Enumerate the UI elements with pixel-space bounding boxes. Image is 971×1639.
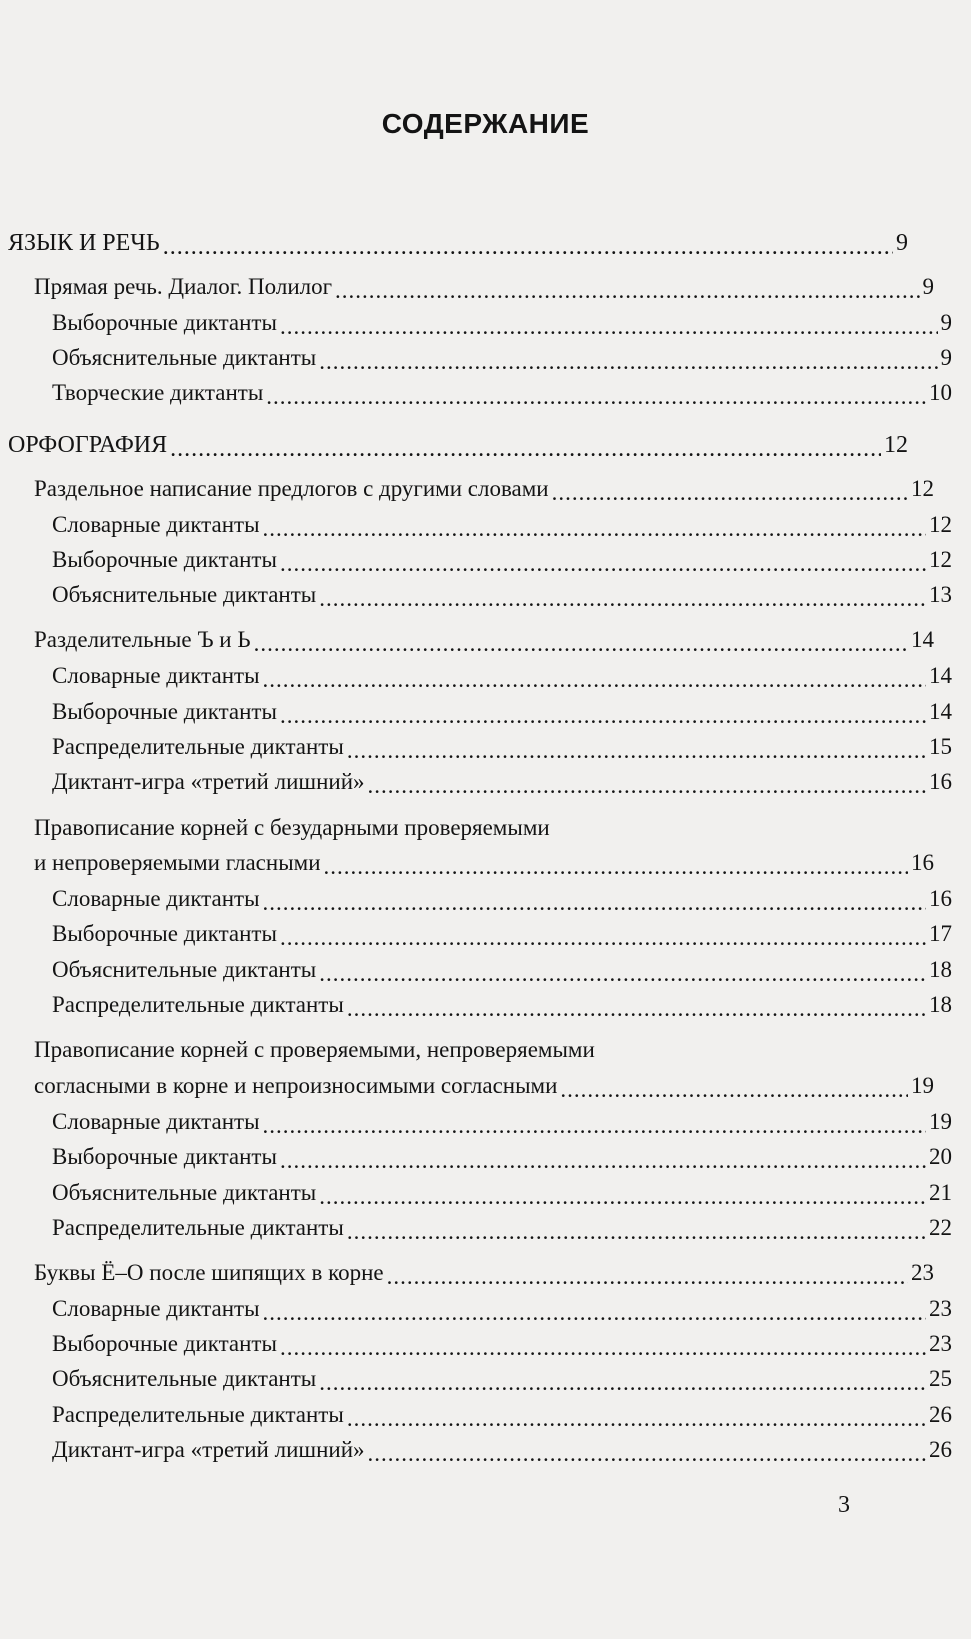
toc-subtopic xyxy=(0,1294,952,1324)
dot-leader xyxy=(280,549,926,572)
dot-leader xyxy=(347,1217,926,1240)
dot-leader xyxy=(263,514,926,537)
toc-topic xyxy=(0,1258,934,1288)
toc-entry-page: 12 xyxy=(929,547,952,572)
dot-leader xyxy=(319,347,937,370)
dot-leader xyxy=(280,701,926,724)
toc-entry-page: 26 xyxy=(929,1402,952,1427)
toc-entry-label: Прямая речь. Диалог. Полилог xyxy=(34,274,333,299)
toc-entry-label: Распределительные диктанты xyxy=(52,992,344,1017)
dot-leader xyxy=(263,1111,926,1134)
toc-entry-label: Словарные диктанты xyxy=(52,1109,260,1134)
toc-subtopic xyxy=(0,1435,952,1465)
toc-entry-page: 14 xyxy=(929,699,952,724)
dot-leader xyxy=(170,434,881,458)
page-title: СОДЕРЖАНИЕ xyxy=(381,108,590,139)
toc-subtopic xyxy=(0,884,952,914)
toc-entry-page: 16 xyxy=(929,886,952,911)
toc-subtopic xyxy=(0,919,952,949)
toc-entry-page: 12 xyxy=(929,512,952,537)
toc-entry-label: Объяснительные диктанты xyxy=(52,957,317,982)
dot-leader xyxy=(347,994,926,1017)
dot-leader xyxy=(263,888,926,911)
toc-entry-page: 17 xyxy=(929,921,952,946)
toc-entry-page: 18 xyxy=(929,957,952,982)
dot-leader xyxy=(263,665,926,688)
dot-leader xyxy=(347,1404,926,1427)
toc-subtopic xyxy=(0,1213,952,1243)
dot-leader xyxy=(280,1333,926,1356)
dot-leader xyxy=(347,736,926,759)
toc-entry-label-line1: Правописание корней с проверяемыми, непроверяемыми xyxy=(34,1037,595,1062)
toc-subtopic xyxy=(0,378,952,408)
dot-leader xyxy=(387,1262,908,1285)
toc-entry-page: 23 xyxy=(929,1296,952,1321)
toc-subtopic xyxy=(0,990,952,1020)
toc-entry-page: 15 xyxy=(929,734,952,759)
toc-subtopic xyxy=(0,697,952,727)
toc-subtopic xyxy=(0,343,952,373)
dot-leader xyxy=(319,1182,926,1205)
dot-leader xyxy=(163,232,893,256)
toc-subtopic xyxy=(0,732,952,762)
toc-entry-label-line1: Правописание корней с безударными проверяемыми xyxy=(34,815,550,840)
toc-entry-label: Выборочные диктанты xyxy=(52,547,277,572)
toc-entry-label: Распределительные диктанты xyxy=(52,1215,344,1240)
toc-entry-label: Словарные диктанты xyxy=(52,1296,260,1321)
toc-entry-page: 12 xyxy=(911,476,934,501)
toc-entry-label: Выборочные диктанты xyxy=(52,699,277,724)
dot-leader xyxy=(254,629,908,652)
toc-entry-label: Диктант-игра «третий лишний» xyxy=(52,769,365,794)
dot-leader xyxy=(324,852,908,875)
toc-entry-page: 19 xyxy=(911,1073,934,1098)
toc-entry-page: 14 xyxy=(929,663,952,688)
toc-entry-page: 16 xyxy=(911,850,934,875)
toc-topic xyxy=(0,625,934,655)
toc-subtopic xyxy=(0,661,952,691)
toc-entry-label: Буквы Ё–О после шипящих в корне xyxy=(34,1260,384,1285)
page-number: 3 xyxy=(838,1492,850,1518)
toc-entry-label: Творческие диктанты xyxy=(52,380,264,405)
toc-entry-page: 18 xyxy=(929,992,952,1017)
toc-subtopic xyxy=(0,767,952,797)
toc-entry-label: Выборочные диктанты xyxy=(52,1331,277,1356)
toc-entry-page: 9 xyxy=(940,345,952,370)
toc-entry-label: Объяснительные диктанты xyxy=(52,345,317,370)
dot-leader xyxy=(263,1298,926,1321)
toc-entry-page: 16 xyxy=(929,769,952,794)
toc-entry-label: ЯЗЫК И РЕЧЬ xyxy=(8,230,160,256)
toc-subtopic xyxy=(0,510,952,540)
dot-leader xyxy=(280,1146,926,1169)
toc-entry-label: Разделительные Ъ и Ь xyxy=(34,627,251,652)
toc-entry-label: Раздельное написание предлогов с другими словами xyxy=(34,476,549,501)
dot-leader xyxy=(552,478,908,501)
toc-entry-page: 21 xyxy=(929,1180,952,1205)
toc-entry-label: Распределительные диктанты xyxy=(52,1402,344,1427)
toc-entry-label: согласными в корне и непроизносимыми согласными xyxy=(34,1073,558,1098)
toc-entry-page: 23 xyxy=(911,1260,934,1285)
dot-leader xyxy=(319,959,926,982)
toc-entry-label: Словарные диктанты xyxy=(52,512,260,537)
toc-entry-label: Объяснительные диктанты xyxy=(52,582,317,607)
dot-leader xyxy=(368,771,926,794)
toc-entry-page: 20 xyxy=(929,1144,952,1169)
toc-entry-label: Словарные диктанты xyxy=(52,663,260,688)
dot-leader xyxy=(280,312,938,335)
toc-subtopic xyxy=(0,1364,952,1394)
toc-entry-page: 26 xyxy=(929,1437,952,1462)
dot-leader xyxy=(266,382,926,405)
toc-entry-page: 13 xyxy=(929,582,952,607)
toc-entry-label: Распределительные диктанты xyxy=(52,734,344,759)
dot-leader xyxy=(335,276,919,299)
toc-entry-page: 19 xyxy=(929,1109,952,1134)
toc-entry-page: 9 xyxy=(896,230,908,256)
toc-entry-page: 9 xyxy=(922,274,934,299)
toc-subtopic xyxy=(0,308,952,338)
toc-entry-label: Объяснительные диктанты xyxy=(52,1366,317,1391)
toc-subtopic xyxy=(0,1142,952,1172)
toc-section xyxy=(0,228,908,258)
toc-entry-page: 23 xyxy=(929,1331,952,1356)
toc-entry-page: 10 xyxy=(929,380,952,405)
dot-leader xyxy=(319,1368,926,1391)
toc-entry-label: и непроверяемыми гласными xyxy=(34,850,321,875)
toc-subtopic xyxy=(0,1107,952,1137)
toc-section xyxy=(0,430,908,460)
dot-leader xyxy=(319,584,926,607)
toc-entry-label: Объяснительные диктанты xyxy=(52,1180,317,1205)
toc-entry-label: ОРФОГРАФИЯ xyxy=(8,432,168,458)
toc-topic xyxy=(0,272,934,302)
toc-subtopic xyxy=(0,1400,952,1430)
toc-subtopic xyxy=(0,1178,952,1208)
toc-topic xyxy=(0,474,934,504)
toc-topic xyxy=(0,848,934,878)
dot-leader xyxy=(280,923,926,946)
toc-topic xyxy=(0,1071,934,1101)
toc-entry-page: 14 xyxy=(911,627,934,652)
toc-entry-page: 12 xyxy=(884,432,908,458)
toc-subtopic xyxy=(0,955,952,985)
toc-entry-label: Диктант-игра «третий лишний» xyxy=(52,1437,365,1462)
dot-leader xyxy=(368,1439,926,1462)
toc-entry-page: 22 xyxy=(929,1215,952,1240)
toc-subtopic xyxy=(0,580,952,610)
toc-entry-label: Словарные диктанты xyxy=(52,886,260,911)
toc-entry-label: Выборочные диктанты xyxy=(52,921,277,946)
dot-leader xyxy=(560,1075,908,1098)
toc-entry-label: Выборочные диктанты xyxy=(52,310,277,335)
toc-entry-page: 9 xyxy=(940,310,952,335)
toc-entry-page: 25 xyxy=(929,1366,952,1391)
toc-entry-label: Выборочные диктанты xyxy=(52,1144,277,1169)
toc-subtopic xyxy=(0,545,952,575)
toc-subtopic xyxy=(0,1329,952,1359)
